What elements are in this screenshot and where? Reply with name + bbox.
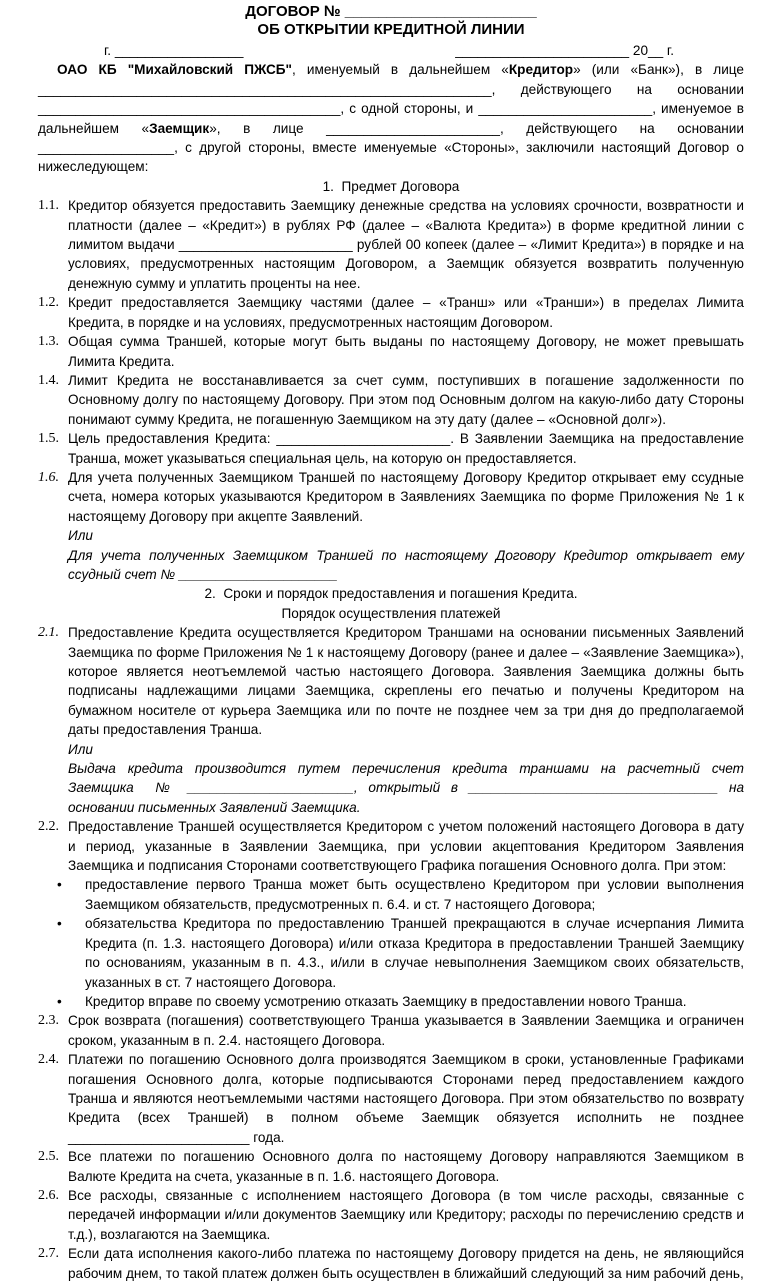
text-run: Платежи по погашению Основного долга производятся Заемщиком в сроки, установленные Графиками погашения Основного долга, которые подписываются Сторонами перед предоставлением каждого Транша и являются неотъемлемыми частями настоящего Договора. При этом обязательство по возврату Кредита (всех Траншей) в полном объеме Заемщик обязуется исполнить не позднее ________________________ года. bbox=[68, 1052, 744, 1145]
clause-1-2 bbox=[38, 293, 744, 332]
text-run: Лимит Кредита не восстанавливается за счет сумм, поступивших в погашение задолженности по Основному долгу по настоящему Договору. При этом под Основным долгом на какую-либо дату Стороны понимают сумму Кредита, не погашенную Заемщиком на эту дату (далее – «Основной долг»). bbox=[68, 372, 744, 427]
clause-number: 2.1. bbox=[38, 625, 59, 641]
text-run: , именуемый в дальнейшем « bbox=[292, 62, 509, 78]
text-run: Все платежи по погашению Основного долга по настоящему Договору направляются Заемщиком в Валюте Кредита на счета, указанные в п. 1.6. настоящего Договора. bbox=[68, 1149, 744, 1184]
text-run: », в лице _______________________, действующего на основании __________________, с другой стороны, вместе именуемые «Стороны», заключили настоящий Договор о нижеследующем: bbox=[38, 120, 744, 175]
date-blank: _______________________ 20__ г. bbox=[455, 43, 674, 58]
bullet-item-2 bbox=[38, 914, 744, 992]
text-run: Предоставление Кредита осуществляется Кредитором Траншами на основании письменных Заявлений Заемщика по форме Приложения № 1 к настоящему Договору (ранее и далее – «Заявление Заемщика»), которое является неотъемлемой частью настоящего Договора. Заявления Заемщика должны быть подписаны надлежащими лицами Заемщика, скреплены его печатью и получены Кредитором на бумажном носителе от курьера Заемщика или по почте не позднее чем за три дня до предполагаемой даты предоставления Транша. bbox=[68, 625, 744, 738]
text-run: Кредитор вправе по своему усмотрению отказать Заемщику в предоставлении нового Транша. bbox=[85, 993, 687, 1009]
section-heading-line: 2. Сроки и порядок предоставления и погашения Кредита. bbox=[204, 586, 578, 602]
dateline bbox=[38, 39, 744, 60]
bullet-item-1 bbox=[38, 875, 744, 914]
clause-2-5 bbox=[38, 1147, 744, 1186]
clause-number: 1.4. bbox=[38, 372, 59, 388]
bullet-icon: • bbox=[57, 916, 62, 932]
text-run: ОАО КБ "Михайловский ПЖСБ" bbox=[57, 62, 293, 78]
clause-2-4 bbox=[38, 1050, 744, 1147]
clause-number: 2.2. bbox=[38, 819, 59, 835]
text-run: Или bbox=[68, 528, 93, 544]
text-run: Заемщик bbox=[149, 120, 210, 136]
text-run: Предоставление Траншей осуществляется Кредитором с учетом положений настоящего Договора в дату и период, указанные в Заявлении Заемщика, при условии акцептования Кредитором Заявления Заемщика и подписания Сторонами соответствующего Графика погашения Основного долга. При этом: bbox=[68, 819, 744, 874]
clause-number: 2.5. bbox=[38, 1149, 59, 1165]
clause-2-7 bbox=[38, 1244, 744, 1283]
clause-2-3 bbox=[38, 1011, 744, 1050]
clause-number: 1.3. bbox=[38, 334, 59, 350]
text-run: Кредитор обязуется предоставить Заемщику денежные средства на условиях срочности, возвратности и платности (далее – «Кредит») в рублях РФ (далее – «Валюта Кредита») в форме кредитной линии с лимитом выдачи _______________________ рублей 00 копеек (далее – «Лимит Кредита») в порядке и на условиях, предусмотренных настоящим Договором, а Заемщик обязуется возвратить полученную денежную сумму и уплатить проценты на нее. bbox=[68, 198, 744, 291]
document-title: ДОГОВОР № _______________________ bbox=[245, 3, 537, 20]
text-run: Выдача кредита производится путем перечисления кредита траншами на расчетный счет Заемщика № ______________________, открытый в _________________________________ на основании письменных Заявлений Заемщика. bbox=[68, 761, 744, 815]
clause-number: 2.4. bbox=[38, 1052, 59, 1068]
text-run: Все расходы, связанные с исполнением настоящего Договора (в том числе расходы, связанные с передачей информации и/или документов Заемщику или Кредитору; расходы по перечислению средств и т.д.), возлагаются на Заемщика. bbox=[68, 1187, 744, 1242]
intro-paragraph bbox=[38, 60, 744, 176]
section-heading-line: Порядок осуществления платежей bbox=[281, 605, 501, 621]
text-run: » (или «Банк»), в лице ____________________________________________________________, действующего на основании ________________________________________, с одной стороны, и _______________________, именуемое в дальнейшем « bbox=[38, 62, 744, 136]
text-run: Если дата исполнения какого-либо платежа по настоящему Договору придется на день, не являющийся рабочим днем, то такой платеж должен быть осуществлен в ближайший следующий за ним рабочий день, bbox=[68, 1246, 744, 1281]
clause-number: 1.6. bbox=[38, 469, 59, 485]
bullet-icon: • bbox=[57, 877, 62, 893]
text-run: Или bbox=[68, 741, 93, 757]
clause-1-6 bbox=[38, 468, 744, 584]
document-body bbox=[38, 60, 744, 1283]
clause-1-5 bbox=[38, 429, 744, 468]
text-run: Для учета полученных Заемщиком Траншей по настоящему Договору Кредитор открывает ему ссудные счета, номера которых указываются Кредитором в Заявлениях Заемщика по форме Приложения № 1 к настоящему Договору при акцепте Заявлений. bbox=[68, 469, 744, 524]
section-heading-line: 1. Предмет Договора bbox=[322, 178, 460, 194]
clause-number: 1.1. bbox=[38, 198, 59, 214]
text-run: Цель предоставления Кредита: _______________________. В Заявлении Заемщика на предоставление Транша, может указываться специальная цель, на которую он предоставляется. bbox=[68, 431, 744, 466]
clause-1-3 bbox=[38, 332, 744, 371]
section-1-heading bbox=[38, 177, 744, 196]
text-run: Для учета полученных Заемщиком Траншей по настоящему Договору Кредитор открывает ему ссудный счет № _____________________ bbox=[68, 547, 744, 582]
clause-2-6 bbox=[38, 1186, 744, 1244]
text-run: предоставление первого Транша может быть осуществлено Кредитором при условии выполнения Заемщиком обязательств, предусмотренных п. 6.4. и ст. 7 настоящего Договора; bbox=[85, 877, 744, 912]
section-2-heading bbox=[38, 584, 744, 623]
text-run: Срок возврата (погашения) соответствующего Транша указывается в Заявлении Заемщика и ограничен сроком, указанным в п. 2.4. настоящего Договора. bbox=[68, 1013, 744, 1048]
clause-number: 1.2. bbox=[38, 295, 59, 311]
text-run: Кредит предоставляется Заемщику частями (далее – «Транш» или «Транши») в пределах Лимита Кредита, в порядке и на условиях, предусмотренных настоящим Договором. bbox=[68, 295, 744, 330]
text-run: Общая сумма Траншей, которые могут быть выданы по настоящему Договору, не может превышать Лимита Кредита. bbox=[68, 334, 744, 369]
clause-1-1 bbox=[38, 196, 744, 293]
clause-number: 2.3. bbox=[38, 1013, 59, 1029]
clause-2-2 bbox=[38, 817, 744, 875]
text-run: Кредитор bbox=[508, 62, 574, 78]
bullet-item-3 bbox=[38, 992, 744, 1011]
bullet-icon: • bbox=[57, 993, 62, 1009]
text-run: обязательства Кредитора по предоставлению Траншей прекращаются в случае исчерпания Лимита Кредита (п. 1.3. настоящего Договора) и/или отказа Кредитора в предоставлении Траншей Заемщику по основаниям, указанным в п. 4.3., и/или в случае невыполнения Заемщиком своих обязательств, указанных в ст. 7 настоящего Договора. bbox=[85, 916, 744, 990]
clause-number: 2.7. bbox=[38, 1246, 59, 1262]
clause-2-1 bbox=[38, 623, 744, 817]
document-subtitle: ОБ ОТКРЫТИИ КРЕДИТНОЙ ЛИНИИ bbox=[257, 21, 525, 38]
clause-1-4 bbox=[38, 371, 744, 429]
clause-number: 1.5. bbox=[38, 431, 59, 447]
city-blank: г. _________________ bbox=[104, 43, 244, 58]
clause-number: 2.6. bbox=[38, 1187, 59, 1203]
